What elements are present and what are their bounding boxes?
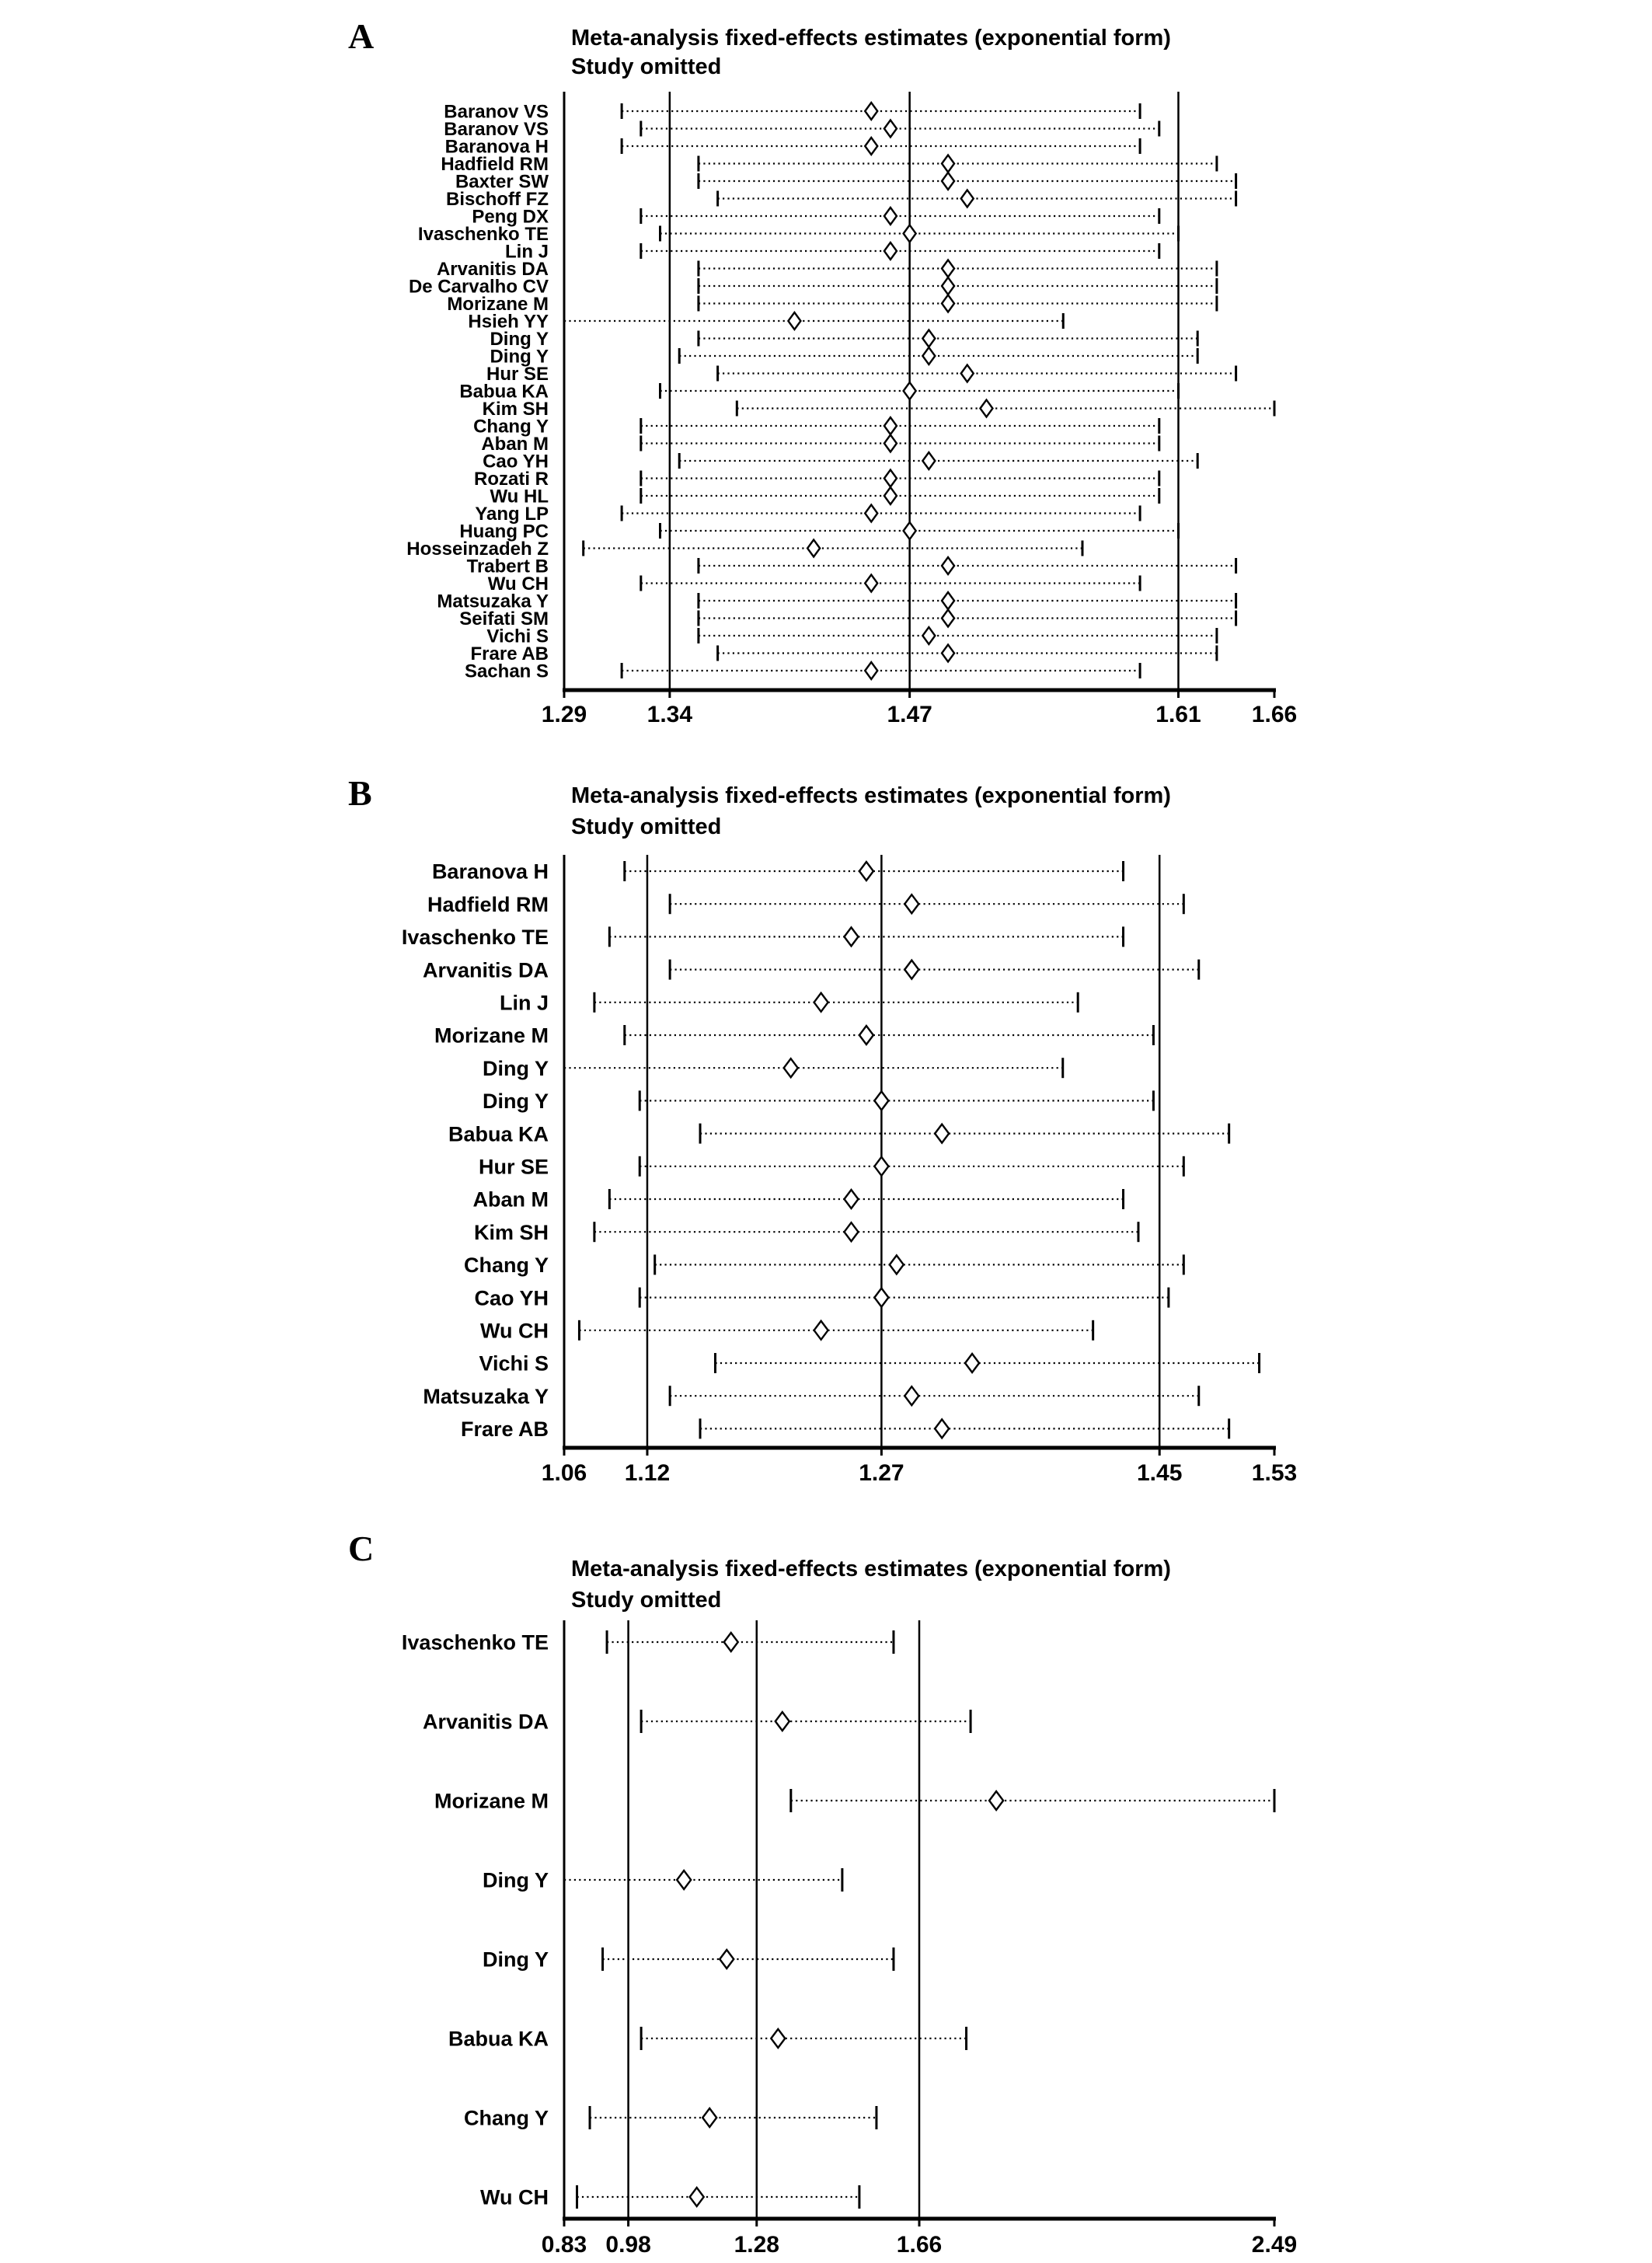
- estimate-diamond: [874, 1091, 888, 1110]
- study-label: Seifati SM: [459, 608, 549, 630]
- study-label: Huang PC: [459, 521, 549, 542]
- panel-a-subtitle: Study omitted: [571, 54, 722, 79]
- estimate-diamond: [942, 557, 954, 574]
- estimate-diamond: [961, 190, 974, 207]
- x-tick-label: 1.53: [1251, 1460, 1298, 1486]
- estimate-diamond: [942, 277, 954, 295]
- estimate-diamond: [720, 1950, 734, 1968]
- estimate-diamond: [874, 1288, 888, 1307]
- x-tick-label: 1.47: [887, 702, 932, 727]
- estimate-diamond: [922, 627, 935, 644]
- estimate-diamond: [784, 1058, 798, 1077]
- study-label: Chang Y: [463, 1254, 549, 1278]
- study-label: Wu CH: [480, 2185, 549, 2209]
- estimate-diamond: [844, 927, 858, 946]
- study-label: Matsuzaka Y: [423, 1384, 549, 1408]
- study-label: Chang Y: [463, 2106, 549, 2130]
- estimate-diamond: [922, 452, 935, 469]
- estimate-diamond: [775, 1712, 789, 1731]
- estimate-diamond: [935, 1419, 949, 1438]
- estimate-diamond: [890, 1255, 904, 1274]
- estimate-diamond: [942, 155, 954, 173]
- panel-c-subtitle: Study omitted: [571, 1588, 722, 1613]
- x-tick-label: 2.49: [1251, 2232, 1298, 2258]
- x-tick-label: 1.34: [647, 702, 693, 727]
- study-label: Arvanitis DA: [422, 1710, 549, 1734]
- estimate-diamond: [989, 1791, 1003, 1810]
- study-label: Bischoff FZ: [446, 189, 549, 211]
- estimate-diamond: [814, 1321, 828, 1340]
- estimate-diamond: [859, 862, 873, 880]
- estimate-diamond: [814, 993, 828, 1012]
- study-label: Kim SH: [482, 399, 549, 420]
- x-tick-label: 1.61: [1155, 702, 1201, 727]
- panel-b-subtitle: Study omitted: [571, 814, 722, 839]
- study-label: Baranova H: [431, 860, 549, 884]
- estimate-diamond: [904, 225, 916, 242]
- panel-c-label: C: [348, 1529, 375, 1568]
- estimate-diamond: [884, 470, 897, 487]
- study-label: Hadfield RM: [427, 892, 549, 916]
- estimate-diamond: [690, 2188, 704, 2206]
- x-tick-label: 0.98: [605, 2232, 651, 2258]
- estimate-diamond: [724, 1633, 738, 1651]
- x-tick-label: 1.66: [1251, 702, 1298, 727]
- study-label: Vichi S: [479, 1351, 549, 1376]
- estimate-diamond: [942, 610, 954, 627]
- x-tick-label: 1.29: [541, 702, 587, 727]
- study-label: Wu HL: [490, 486, 549, 507]
- study-label: Lin J: [499, 991, 549, 1015]
- estimate-diamond: [942, 295, 954, 312]
- study-label: Hsieh YY: [468, 311, 549, 333]
- estimate-diamond: [922, 347, 935, 364]
- study-label: Babua KA: [448, 2027, 549, 2051]
- panel-b-title: Meta-analysis fixed-effects estimates (exponential form): [571, 783, 1171, 808]
- study-label: Ding Y: [490, 346, 549, 368]
- study-label: Ding Y: [482, 1090, 549, 1114]
- study-label: Yang LP: [475, 504, 549, 525]
- study-label: Aban M: [481, 434, 549, 455]
- estimate-diamond: [865, 138, 877, 155]
- estimate-diamond: [884, 417, 897, 434]
- study-label: Arvanitis DA: [436, 259, 549, 281]
- estimate-diamond: [788, 312, 800, 330]
- study-label: Wu CH: [480, 1319, 549, 1343]
- study-label: Ding Y: [482, 1947, 549, 1972]
- study-label: Hadfield RM: [441, 154, 549, 176]
- estimate-diamond: [865, 505, 877, 522]
- study-label: Ivaschenko TE: [417, 224, 549, 246]
- estimate-diamond: [884, 435, 897, 452]
- study-label: Ding Y: [490, 329, 549, 350]
- x-tick-label: 1.66: [896, 2232, 943, 2258]
- study-label: Baranov VS: [444, 101, 549, 123]
- estimate-diamond: [942, 260, 954, 277]
- panel-a-label: A: [348, 16, 375, 56]
- study-label: Rozati R: [474, 469, 549, 490]
- estimate-diamond: [965, 1354, 979, 1372]
- estimate-diamond: [771, 2029, 785, 2048]
- study-label: Ivaschenko TE: [401, 926, 549, 950]
- x-tick-label: 1.45: [1137, 1460, 1183, 1486]
- study-label: Lin J: [504, 241, 549, 263]
- panel-a-title: Meta-analysis fixed-effects estimates (exponential form): [571, 26, 1171, 51]
- study-label: Morizane M: [434, 1789, 549, 1813]
- study-label: Babua KA: [459, 381, 549, 403]
- study-label: Kim SH: [473, 1220, 549, 1244]
- estimate-diamond: [922, 330, 935, 347]
- study-label: Matsuzaka Y: [437, 591, 549, 612]
- study-label: Baxter SW: [455, 171, 549, 193]
- study-label: Hosseinzadeh Z: [406, 539, 549, 560]
- estimate-diamond: [844, 1190, 858, 1208]
- study-label: Ding Y: [482, 1868, 549, 1892]
- estimate-diamond: [874, 1157, 888, 1176]
- x-tick-label: 1.27: [859, 1460, 904, 1486]
- study-label: Ivaschenko TE: [401, 1630, 549, 1655]
- study-label: Wu CH: [487, 574, 549, 595]
- study-label: Aban M: [472, 1187, 549, 1212]
- estimate-diamond: [961, 365, 974, 382]
- estimate-diamond: [677, 1871, 691, 1889]
- study-label: Cao YH: [483, 451, 549, 472]
- panel-b-label: B: [348, 773, 372, 813]
- x-tick-label: 1.06: [541, 1460, 587, 1486]
- estimate-diamond: [935, 1125, 949, 1143]
- estimate-diamond: [942, 645, 954, 662]
- study-label: Chang Y: [473, 416, 549, 438]
- estimate-diamond: [865, 103, 877, 120]
- study-label: Baranov VS: [444, 119, 549, 141]
- estimate-diamond: [884, 207, 897, 225]
- estimate-diamond: [904, 382, 916, 399]
- estimate-diamond: [884, 242, 897, 260]
- study-label: Babua KA: [448, 1122, 549, 1146]
- estimate-diamond: [865, 662, 877, 679]
- study-label: Morizane M: [447, 294, 549, 316]
- estimate-diamond: [942, 173, 954, 190]
- estimate-diamond: [884, 120, 897, 138]
- estimate-diamond: [980, 400, 992, 417]
- estimate-diamond: [942, 592, 954, 609]
- estimate-diamond: [844, 1222, 858, 1241]
- study-label: Sachan S: [464, 661, 549, 682]
- panel-c-title: Meta-analysis fixed-effects estimates (exponential form): [571, 1557, 1171, 1581]
- estimate-diamond: [702, 2108, 716, 2127]
- study-label: De Carvalho CV: [408, 276, 549, 298]
- study-label: Vichi S: [486, 626, 549, 647]
- study-label: Morizane M: [434, 1023, 549, 1048]
- study-label: Hur SE: [478, 1155, 549, 1179]
- study-label: Frare AB: [460, 1417, 549, 1442]
- estimate-diamond: [807, 540, 820, 557]
- study-label: Ding Y: [482, 1056, 549, 1080]
- x-tick-label: 1.28: [734, 2232, 779, 2258]
- x-tick-label: 0.83: [541, 2232, 587, 2258]
- study-label: Cao YH: [474, 1286, 549, 1310]
- x-tick-label: 1.12: [624, 1460, 671, 1486]
- study-label: Hur SE: [486, 364, 549, 385]
- estimate-diamond: [859, 1026, 873, 1044]
- estimate-diamond: [865, 575, 877, 592]
- study-label: Peng DX: [472, 206, 549, 228]
- study-label: Arvanitis DA: [422, 958, 549, 982]
- study-label: Trabert B: [466, 556, 549, 577]
- estimate-diamond: [904, 961, 918, 979]
- estimate-diamond: [904, 894, 918, 913]
- estimate-diamond: [884, 487, 897, 504]
- study-label: Baranova H: [444, 136, 549, 158]
- study-label: Frare AB: [470, 643, 549, 665]
- estimate-diamond: [904, 522, 916, 539]
- estimate-diamond: [904, 1386, 918, 1405]
